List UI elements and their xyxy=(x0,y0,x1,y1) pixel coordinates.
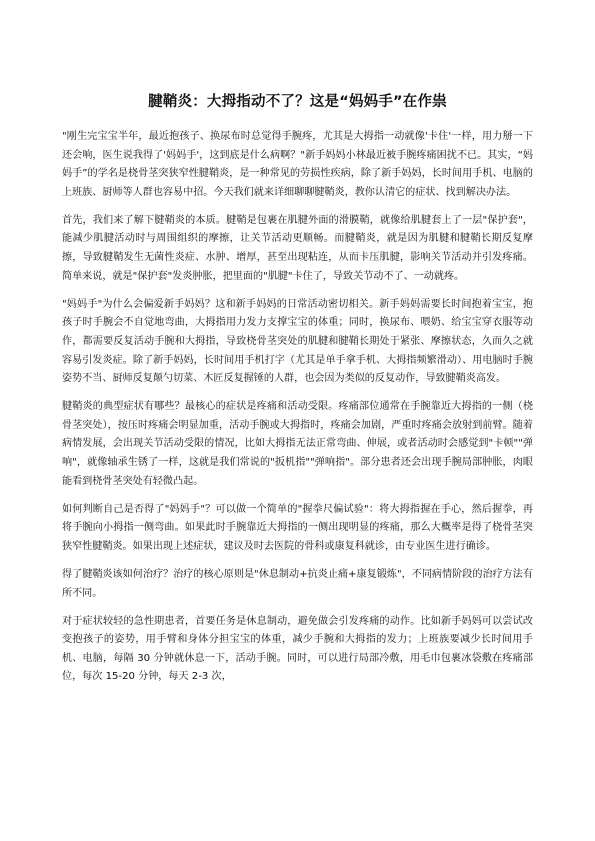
paragraph-self-test: 如何判断自己是否得了"妈妈手"？可以做一个简单的"握拳尺偏试验"：将大拇指握在手心，然后握拳，再将手腕向小拇指一侧弯曲。如果此时手腕靠近大拇指的一侧出现明显的疼痛，那么大概率是得了桡骨茎突狭窄性腱鞘炎。如果出现上述症状，建议及时去医院的骨科或康复科就诊，由专业医生进行确诊。 xyxy=(62,503,533,552)
paragraph-treatment-mild: 对于症状较轻的急性期患者，首要任务是休息制动，避免做会引发疼痛的动作。比如新手妈妈可以尝试改变抱孩子的姿势，用手臂和身体分担宝宝的体重，减少手腕和大拇指的发力；上班族要减少长时间用手机、电脑，每隔 30 分钟就休息一下，活动手腕。同时，可以进行局部冷敷，用毛巾包裹冰袋敷在疼痛部位，每次 15-20 分钟，每天 2-3 次， xyxy=(62,615,533,683)
paragraph-definition: 首先，我们来了解下腱鞘炎的本质。腱鞘是包裹在肌腱外面的滑膜鞘，就像给肌腱套上了一层"保护套"，能减少肌腱活动时与周围组织的摩擦，让关节活动更顺畅。而腱鞘炎，就是因为肌腱和腱鞘长期反复摩擦，导致腱鞘发生无菌性炎症、水肿、增厚，甚至出现粘连，从而卡压肌腱，影响关节活动并引发疼痛。简单来说，就是"保护套"发炎肿胀，把里面的"肌腱"卡住了，导致关节动不了、一动就疼。 xyxy=(62,214,533,282)
paragraph-causes: "妈妈手"为什么会偏爱新手妈妈？这和新手妈妈的日常活动密切相关。新手妈妈需要长时间抱着宝宝，抱孩子时手腕会不自觉地弯曲，大拇指用力发力支撑宝宝的体重；同时，换尿布、喂奶、给宝宝穿衣服等动作，都需要反复活动手腕和大拇指，导致桡骨茎突处的肌腱和腱鞘长期处于紧张、摩擦状态，久而久之就容易引发炎症。除了新手妈妈，长时间用手机打字（尤其是单手拿手机、大拇指频繁滑动）、用电脑时手腕姿势不当、厨师反复颠勺切菜、木匠反复握锤的人群，也会因为类似的反复动作，导致腱鞘炎高发。 xyxy=(62,298,533,385)
paragraph-symptoms: 腱鞘炎的典型症状有哪些？最核心的症状是疼痛和活动受限。疼痛部位通常在手腕靠近大拇指的一侧（桡骨茎突处），按压时疼痛会明显加重，活动手腕或大拇指时，疼痛会加剧，严重时疼痛会放射到前臂。随着病情发展，会出现关节活动受限的情况，比如大拇指无法正常弯曲、伸展，或者活动时会感觉到"卡顿""弹响"，就像轴承生锈了一样，这就是我们常说的"扳机指""弹响指"。部分患者还会出现手腕局部肿胀，肉眼能看到桡骨茎突处有轻微凸起。 xyxy=(62,401,533,487)
paragraph-treatment-principle: 得了腱鞘炎该如何治疗？治疗的核心原则是"休息制动+抗炎止痛+康复锻炼"，不同病情阶段的治疗方法有所不同。 xyxy=(62,568,533,599)
document-title: 腱鞘炎：大拇指动不了？这是“妈妈手”在作祟 xyxy=(148,94,447,110)
paragraph-intro: "刚生完宝宝半年，最近抱孩子、换尿布时总觉得手腕疼，尤其是大拇指一动就像'卡住'一样，用力掰一下还会响，医生说我得了'妈妈手'，这到底是什么病啊？"新手妈妈小林最近被手腕疼痛困扰不已。其实，“妈妈手”的学名是桡骨茎突狭窄性腱鞘炎，是一种常见的劳损性疾病，除了新手妈妈，长时间用手机、电脑的上班族、厨师等人群也容易中招。今天我们就来详细聊聊腱鞘炎，教你认清它的症状、找到解决办法。 xyxy=(62,131,533,198)
